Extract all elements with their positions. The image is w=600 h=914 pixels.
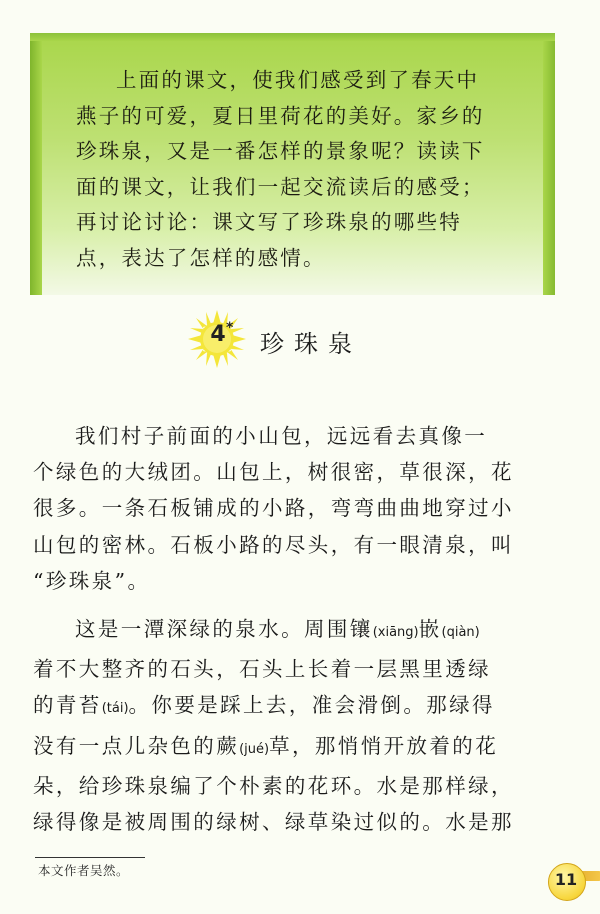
body-text-segment: 。你要是踩上去，准会滑倒。那绿得 — [128, 693, 495, 718]
body-text-segment: 草，那悄悄开放着的花 — [269, 733, 499, 758]
intro-box-edge — [30, 33, 555, 41]
intro-line: 珍珠泉，又是一番怎样的景象呢？读读下 — [76, 139, 485, 163]
pinyin-annotation: (qiàn) — [441, 625, 480, 641]
intro-line: 面的课文，让我们一起交流读后的感受； — [76, 174, 485, 199]
intro-box — [30, 33, 555, 295]
body-line: 个绿色的大绒团。山包上，树很密，草很深，花 — [33, 460, 514, 485]
intro-line: 再讨论讨论：课文写了珍珠泉的哪些特 — [76, 210, 462, 234]
footnote-divider — [35, 857, 145, 858]
body-line: 很多。一条石板铺成的小路，弯弯曲曲地穿过小 — [33, 496, 514, 521]
body-line — [33, 687, 573, 727]
body-line: 山包的密林。石板小路的尽头，有一眼清泉，叫 — [33, 532, 514, 557]
sun-badge-icon — [188, 310, 246, 368]
intro-line: 燕子的可爱，夏日里荷花的美好。家乡的 — [76, 103, 485, 128]
body-line — [33, 611, 573, 651]
intro-line: 上面的课文，使我们感受到了春天中 — [116, 68, 480, 92]
lesson-number: 4 — [210, 322, 226, 347]
intro-line: 点，表达了怎样的感情。 — [76, 245, 326, 270]
body-line: 绿得像是被周围的绿树、绿草染过似的。水是那 — [33, 810, 514, 835]
lesson-title — [188, 310, 448, 370]
lesson-star-mark: * — [226, 320, 234, 336]
body-text-segment: 嵌 — [418, 617, 442, 642]
body-text-segment: 这是一潭深绿的泉水。周围镶 — [75, 617, 373, 642]
body-text — [33, 418, 573, 840]
pinyin-annotation: (tái) — [101, 701, 129, 717]
body-line: 着不大整齐的石头，石头上长着一层黑里透绿 — [33, 657, 491, 682]
body-line: “珍珠泉”。 — [33, 568, 151, 593]
body-text-segment: 没有一点儿杂色的蕨 — [33, 733, 240, 758]
page-number-badge — [548, 863, 600, 905]
body-text-segment: 的青苔 — [33, 693, 102, 718]
body-line — [33, 728, 573, 768]
body-line: 我们村子前面的小山包，远远看去真像一 — [75, 424, 488, 448]
lesson-title-text: 珍珠泉 — [260, 330, 362, 358]
pinyin-annotation: (jué) — [239, 741, 270, 757]
pinyin-annotation: (xiāng) — [372, 625, 419, 641]
body-line: 朵，给珍珠泉编了个朴素的花环。水是那样绿， — [33, 773, 514, 798]
page-number: 11 — [554, 870, 578, 889]
footnote: 本文作者吴然。 — [38, 863, 130, 878]
